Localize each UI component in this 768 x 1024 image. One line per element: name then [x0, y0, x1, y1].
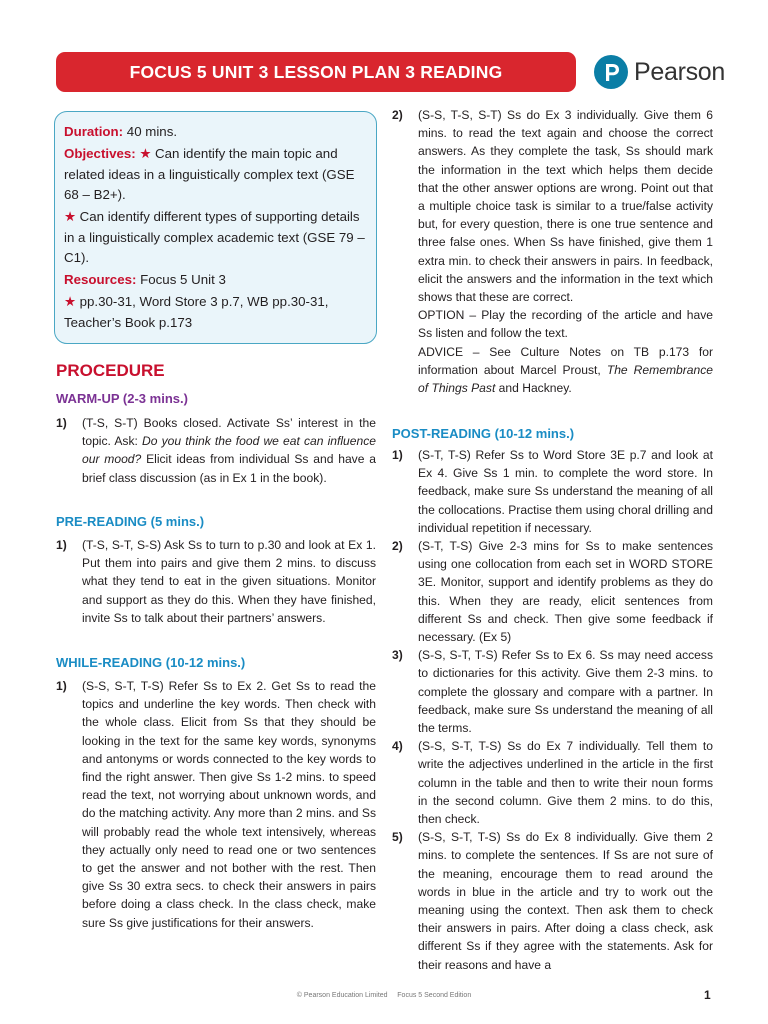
item-number: 5)	[392, 830, 403, 845]
list-item	[392, 737, 713, 828]
list-item	[392, 537, 713, 646]
warmup-heading	[56, 390, 376, 408]
list-item	[56, 536, 376, 627]
pearson-wordmark: Pearson	[634, 57, 726, 86]
item-text: (S-S, S-T, T-S) Ss do Ex 8 individually. Give them 2 mins. to complete the sentences. If Ss are not sure of the meaning, encourage them to read around the words in blue in the article and try to work out the meaning using the context. Then ask them to check their answers in pairs. After doing a class check, ask different Ss if they agree with the statements. Ask for their reasons and have a	[418, 830, 713, 972]
resources-1: Focus 5 Unit 3	[140, 272, 226, 287]
item-text: (S-S, S-T, T-S) Refer Ss to Ex 2. Get Ss to read the topics and underline the key words. Then check with the whole class. Elicit from Ss that they should be looking in the text for the same key words, synonyms and antonyms or words connected to the key words to find the right answer. Then give Ss 1-2 mins. to speed read the text, not worrying about unknown words, and do the matching activity. Any more than 2 mins. and Ss will probably read the whole text intensively, whereas they actually only need to read one or two sentences to get the answer and not bother with the rest. Then give Ss 30 extra secs. to check their answers in pairs before doing a class check. In the class check, make sure Ss give justifications for their answers.	[82, 679, 376, 930]
star-icon: ★	[64, 209, 76, 224]
page-footer	[0, 992, 768, 999]
procedure-heading	[56, 362, 376, 381]
prereading-heading	[56, 513, 376, 531]
resources-2: pp.30-31, Word Store 3 p.7, WB pp.30-31, Teacher’s Book p.173	[64, 294, 329, 330]
lesson-title-banner	[56, 52, 576, 92]
item-text	[82, 414, 376, 487]
prereading-title: PRE-READING (5 mins.)	[56, 514, 205, 529]
list-item	[392, 106, 713, 306]
advice-text	[418, 343, 713, 398]
warmup-section	[56, 414, 376, 487]
objective-2: Can identify different types of supporting details in a linguistically complex academic text (GSE 79 – C1).	[64, 209, 365, 265]
prereading-section	[56, 536, 376, 627]
objectives-line	[64, 144, 367, 206]
advice-text-b: and Hackney.	[495, 381, 572, 396]
whilereading-heading	[56, 654, 376, 672]
list-item	[392, 446, 713, 537]
whilereading-section	[56, 677, 376, 932]
item-text: (T-S, S-T, S-S) Ask Ss to turn to p.30 and look at Ex 1. Put them into pairs and give them 2 mins. to discuss what they tend to eat in the given situations. Monitor and support as they do this. When they have finished, invite Ss to talk about their partners’ answers.	[82, 538, 376, 625]
postreading-title: POST-READING (10-12 mins.)	[392, 426, 575, 441]
item-number: 1)	[392, 448, 403, 462]
pearson-logo	[594, 50, 725, 94]
lesson-info-box	[54, 111, 377, 344]
lesson-title: FOCUS 5 UNIT 3 LESSON PLAN 3 READING	[129, 61, 503, 82]
item-number: 3)	[392, 648, 403, 663]
warmup-question: Do you think the food we eat can influence our mood?	[82, 434, 376, 467]
list-item	[56, 677, 376, 932]
pearson-logo-icon	[594, 55, 628, 89]
resources-line	[64, 270, 367, 291]
warmup-text-b: Elicit ideas from individual Ss and have a brief class discussion (as in Ex 1 in the book).	[82, 452, 376, 485]
advice-text-a: ADVICE – See Culture Notes on TB p.173 for information about Marcel Proust,	[418, 344, 713, 377]
item-text: (S-S, S-T, T-S) Refer Ss to Ex 6. Ss may need access to dictionaries for this activity. Give them 2-3 mins. to complete the glossary and compare with a partner. In feedback, make sure Ss understand the meaning of all the terms.	[418, 648, 713, 736]
item-number: 4)	[392, 739, 403, 754]
star-icon: ★	[139, 146, 152, 161]
warmup-title: WARM-UP (2-3 mins.)	[56, 391, 188, 406]
item-number: 2)	[392, 108, 403, 122]
whilereading-title: WHILE-READING (10-12 mins.)	[56, 655, 246, 670]
item-number: 2)	[392, 539, 403, 554]
copyright-text: © Pearson Education Limited	[296, 992, 388, 999]
postreading-section	[392, 446, 713, 974]
list-item	[56, 414, 376, 487]
postreading-heading	[392, 425, 713, 443]
edition-text: Focus 5 Second Edition	[397, 992, 472, 999]
item-text: (S-S, T-S, S-T) Ss do Ex 3 individually. Give them 6 mins. to read the text again and choose the correct answers. As they complete the task, Ss should mark the information in the text which helps them decide that the other answer options are wrong. Point out that a multiple choice task is similar to a true/false activity but, for every question, there is one true sentence and three false ones. When Ss have finished, give them 1 extra min. to check their answers in pairs. In feedback, elicit the answers and the information in the text which shows that these are correct.	[418, 108, 713, 305]
item-text: (S-T, T-S) Give 2-3 mins for Ss to make sentences using one collocation from each set in WORD STORE 3E. Monitor, support and identify problems as they do this. When they are ready, elicit sentences from different Ss and check. Then give some feedback if necessary. (Ex 5)	[418, 539, 713, 645]
duration-label: Duration:	[64, 124, 124, 139]
resources-2-line	[64, 292, 367, 333]
list-item	[392, 646, 713, 737]
list-item	[392, 828, 713, 974]
resources-label: Resources:	[64, 272, 137, 287]
item-text: (S-T, T-S) Refer Ss to Word Store 3E p.7 and look at Ex 4. Give Ss 1 min. to complete the word store. In feedback, make sure Ss understand the meaning of all the collocations. Practise them using choral drilling and individual repetition if necessary.	[418, 448, 713, 535]
duration-line	[64, 122, 367, 143]
option-text: OPTION – Play the recording of the article and have Ss listen and follow the text.	[418, 308, 713, 341]
whilereading-continued	[392, 106, 713, 397]
procedure-title: PROCEDURE	[56, 361, 165, 380]
objective-2-line	[64, 207, 367, 269]
item-number: 1)	[56, 679, 67, 693]
warmup-text-a: (T-S, S-T) Books closed. Activate Ss’ interest in the topic. Ask:	[82, 416, 376, 449]
advice-note	[392, 343, 713, 398]
option-note	[392, 306, 713, 342]
star-icon: ★	[64, 294, 76, 309]
item-number: 1)	[56, 416, 67, 430]
item-text: (S-S, S-T, T-S) Ss do Ex 7 individually. Tell them to write the adjectives underlined in the article in the first column in the table and then to write their noun forms in the second column. Give them 2 mins. to do this, then check.	[418, 739, 713, 827]
objective-1: Can identify the main topic and related ideas in a linguistically complex text (GSE 68 – B2+).	[64, 146, 355, 202]
objectives-label: Objectives:	[64, 146, 136, 161]
duration-value: 40 mins.	[126, 124, 178, 139]
advice-book-title: The Remembrance of Things Past	[418, 362, 713, 396]
page-number: 1	[704, 988, 711, 1002]
item-number: 1)	[56, 538, 67, 552]
